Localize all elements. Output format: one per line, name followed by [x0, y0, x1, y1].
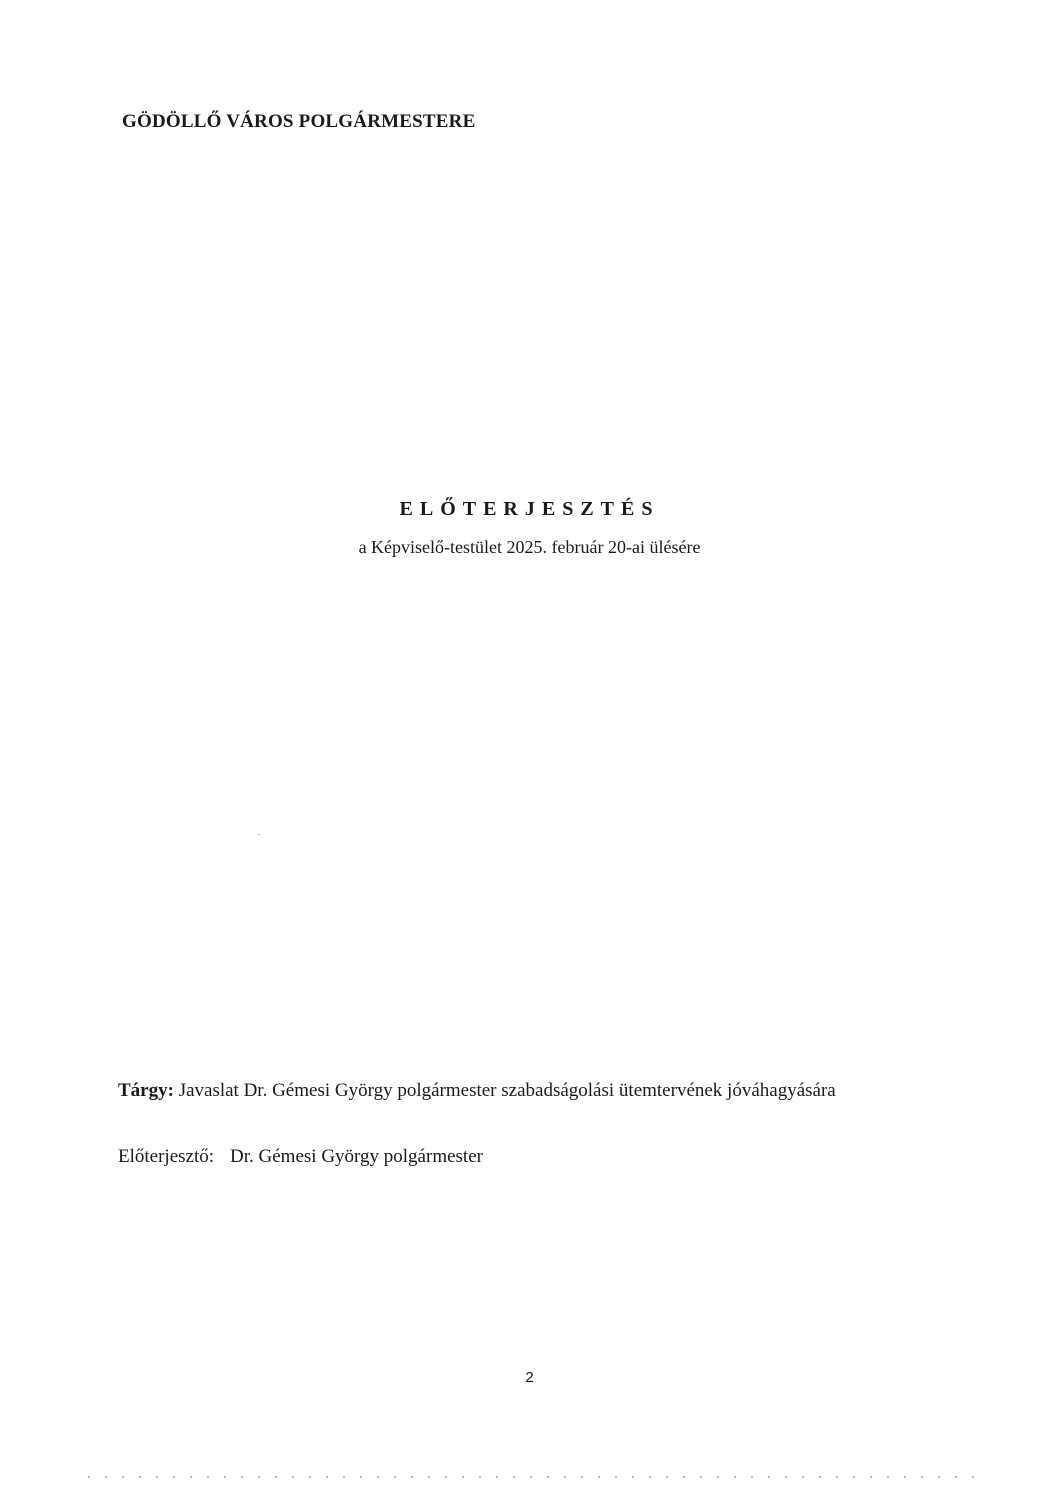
subject-label: Tárgy:: [118, 1080, 174, 1101]
document-title: ELŐTERJESZTÉS: [399, 498, 660, 520]
subject-line: [118, 1080, 836, 1102]
presenter-line: [118, 1146, 483, 1168]
presenter-name: Dr. Gémesi György polgármester: [230, 1146, 483, 1167]
subject-text: Javaslat Dr. Gémesi György polgármester szabadságolási ütemtervének jóváhagyására: [178, 1080, 836, 1101]
document-subtitle: a Képviselő-testület 2025. február 20-ai ülésére: [358, 537, 701, 557]
presenter-label: Előterjesztő:: [118, 1146, 215, 1167]
scan-edge-artifact: [88, 1476, 978, 1478]
issuing-authority: GÖDÖLLŐ VÁROS POLGÁRMESTERE: [122, 111, 476, 132]
scan-artifact: [258, 834, 260, 835]
page-number: 2: [525, 1369, 534, 1386]
